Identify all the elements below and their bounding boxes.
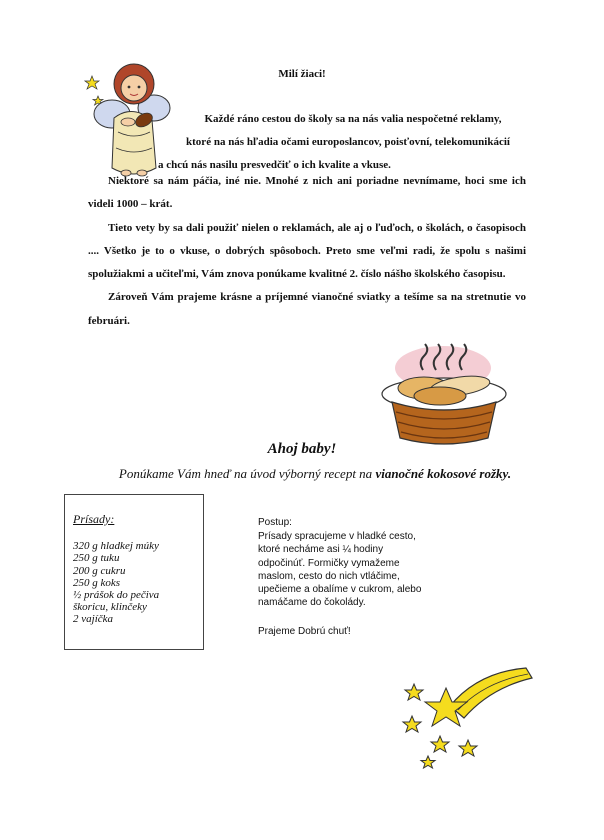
ingredients-heading: Prísady: (73, 512, 115, 526)
recipe-name: vianočné kokosové rožky. (375, 466, 512, 481)
star-icon (403, 716, 421, 732)
star-icon (431, 736, 449, 752)
letter-body (88, 170, 526, 333)
ingredient-item: 2 vajíčka (73, 613, 114, 626)
procedure-line: odpočinúť. Formičky vymažeme (258, 557, 400, 569)
recipe-intro-text: Ponúkame Vám hneď na úvod výborný recept na (118, 466, 373, 481)
procedure-steps (258, 530, 458, 609)
procedure-line: upečieme a obalíme v cukrom, alebo (258, 584, 422, 596)
ingredient-item: ½ prášok do pečiva (73, 589, 160, 602)
star-icon (405, 684, 423, 700)
intro-line: a chcú nás nasilu presvedčiť o ich kvalite a vkuse. (158, 159, 391, 171)
procedure-line: ktoré necháme asi ¼ hodiny (258, 544, 384, 556)
letter-paragraph: Zároveň Vám prajeme krásne a príjemné vianočné sviatky a tešíme sa na stretnutie vo februári. (88, 291, 526, 327)
ingredient-item: 320 g hladkej múky (73, 540, 159, 553)
intro-line: Každé ráno cestou do školy sa na nás valia nespočetné reklamy, (204, 113, 502, 125)
ingredient-item: škoricu, klinčeky (73, 601, 147, 614)
intro-line: ktoré na nás hľadia očami europoslancov, poisťovní, telekomunikácií (186, 136, 510, 148)
letter-paragraph: Tieto vety by sa dali použiť nielen o reklamách, ale aj o ľuďoch, o školách, o časopisoch .... Všetko je to o vkuse, o dobrých spôsoboch. Preto sme veľmi radi, že spolu s našimi spolužiakmi a učiteľmi, Vám znova ponúkame kvalitné 2. číslo nášho školského časopisu. (88, 221, 526, 281)
procedure-line: maslom, cesto do nich vtláčime, (258, 570, 400, 582)
ingredient-item: 250 g koks (73, 576, 121, 589)
procedure-line: namáčame do čokolády. (258, 597, 366, 609)
letter-paragraph: Niektoré sa nám páčia, iné nie. Mnohé z nich ani poriadne nevnímame, hoci sme ich videli 1000 – krát. (88, 175, 526, 211)
star-icon (459, 740, 477, 756)
small-star-icon (85, 76, 103, 105)
recipe-intro (100, 462, 530, 485)
letter-greeting: Milí žiaci! (278, 68, 326, 80)
shooting-star-illustration (398, 660, 538, 770)
closing-wish: Prajeme Dobrú chuť! (258, 626, 351, 638)
letter-intro (158, 108, 526, 177)
procedure-section (258, 516, 458, 639)
ingredient-item: 200 g cukru (73, 564, 126, 577)
ingredient-item: 250 g tuku (73, 552, 120, 565)
bread-basket-illustration (368, 340, 518, 450)
star-icon (425, 688, 467, 726)
star-icon (421, 756, 435, 768)
ingredients-box (64, 494, 204, 650)
procedure-heading: Postup: (258, 517, 292, 528)
procedure-line: Prísady spracujeme v hladké cesto, (258, 531, 416, 543)
recipe-title: Ahoj baby! (267, 441, 337, 457)
